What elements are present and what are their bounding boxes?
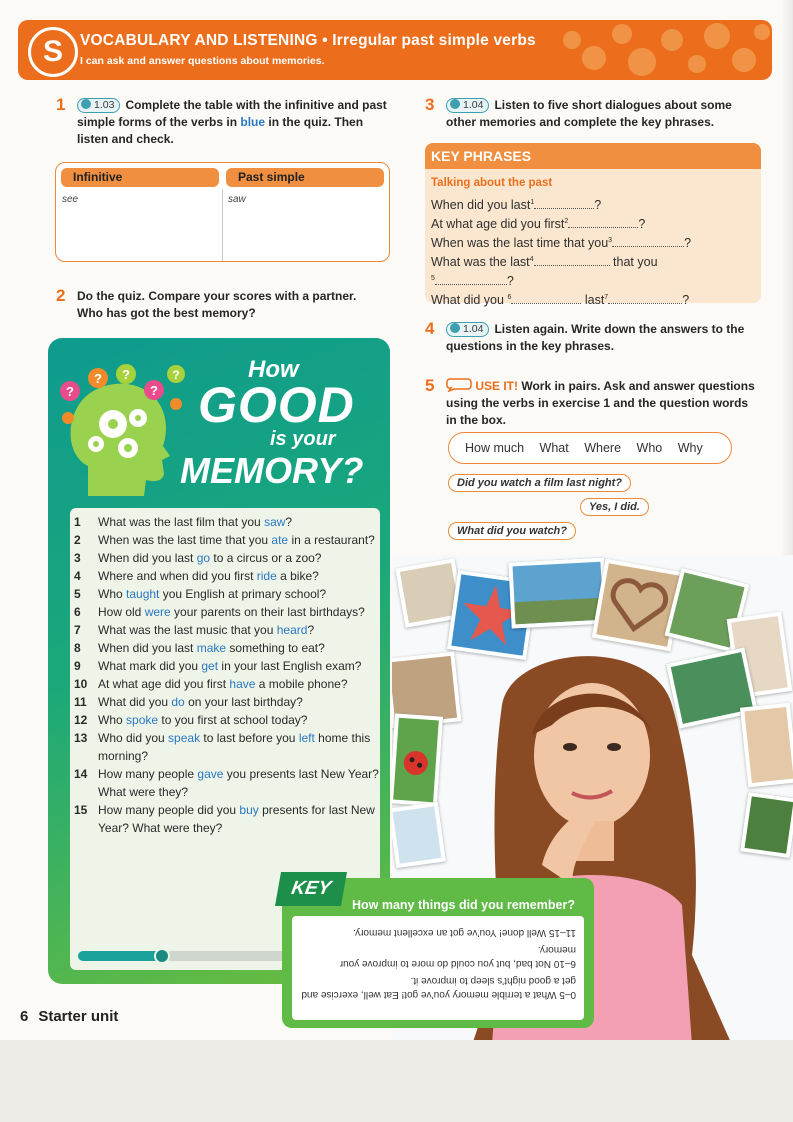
ex5-text: Work in pairs. Ask and answer questions using the verbs in exercise 1 and the question words in the box.	[446, 379, 755, 427]
quiz-question	[74, 657, 384, 675]
gap-2[interactable]	[568, 217, 638, 228]
ladybug-icon	[394, 742, 437, 785]
exercise-2-instructions: Do the quiz. Compare your scores with a partner. Who has got the best memory?	[77, 289, 357, 320]
highlighted-verb: buy	[239, 803, 259, 817]
phrase-line-3	[431, 233, 755, 252]
key-phrases-heading: KEY PHRASES	[425, 143, 761, 169]
exercise-2-number: 2	[56, 286, 66, 305]
quiz-question	[74, 585, 384, 603]
question-text	[98, 675, 384, 693]
example-past-simple[interactable]: saw	[228, 194, 246, 205]
phrase-2-text: At what age did you first	[431, 217, 565, 232]
use-it-label: USE IT!	[475, 379, 519, 393]
ex3-text: Listen to five short dialogues about some other memories and complete the key phrases.	[446, 98, 732, 129]
question-fragment: What was the last film that you	[98, 515, 265, 529]
track-number: 1.04	[463, 323, 484, 335]
question-fragment: What mark did you	[98, 659, 202, 673]
quiz-title-memory: MEMORY?	[180, 450, 364, 491]
quiz-question	[74, 621, 384, 639]
key-line-11-15: 11–15 Well done! You’ve got an excellent memory.	[353, 927, 576, 938]
question-text	[98, 531, 384, 549]
ex4-text: Listen again. Write down the answers to the questions in the key phrases.	[446, 322, 745, 353]
highlighted-verb: gave	[197, 767, 224, 781]
phrase-line-2	[431, 214, 755, 233]
quiz-question	[74, 567, 384, 585]
gap-7[interactable]	[608, 293, 682, 304]
highlighted-verb: spoke	[126, 713, 159, 727]
key-answers-upside-down	[292, 916, 584, 1020]
exercise-3-number: 3	[425, 95, 435, 114]
ex1-text-b: in the quiz. Then listen and check.	[77, 115, 364, 146]
question-fragment: in a restaurant?	[288, 533, 375, 547]
highlighted-verb: speak	[168, 731, 201, 745]
phrase-line-5	[431, 271, 755, 290]
cd-icon	[450, 99, 460, 109]
quiz-title-is-your: is your	[270, 428, 336, 450]
question-fragment: in your last English exam?	[218, 659, 362, 673]
gap-4-number: 4	[529, 255, 534, 263]
page-bottom-margin	[0, 1040, 793, 1122]
highlighted-verb: ride	[256, 569, 277, 583]
section-objective: I can ask and answer questions about memories.	[80, 55, 325, 67]
question-fragment: to you first at school today?	[158, 713, 308, 727]
speech-bubble-icon	[446, 378, 472, 392]
quiz-title-how: How	[248, 356, 299, 383]
question-fragment: What did you	[98, 695, 172, 709]
question-fragment: When did you last	[98, 641, 197, 655]
key-line-0-5: 0–5 What a terrible memory you’ve got! Eat well, exercise and get a good night’s sleep to improve it.	[301, 975, 576, 1000]
quiz-question	[74, 639, 384, 657]
question-fragment: When did you last	[98, 551, 197, 565]
question-number: 14	[74, 767, 88, 781]
question-text	[98, 729, 384, 765]
verb-table	[55, 162, 390, 262]
highlighted-verb: were	[144, 605, 171, 619]
word-where: Where	[584, 441, 622, 455]
question-fragment: a mobile phone?	[255, 677, 348, 691]
question-word-box	[448, 432, 732, 464]
gap-1[interactable]	[534, 198, 594, 209]
question-number: 8	[74, 641, 81, 655]
exercise-4-instructions	[446, 321, 758, 355]
exercise-3-instructions	[446, 97, 758, 131]
question-number: 11	[74, 695, 87, 709]
section-badge: S	[28, 27, 78, 77]
quiz-question	[74, 711, 384, 729]
svg-text:?: ?	[66, 384, 74, 399]
svg-text:?: ?	[172, 368, 180, 382]
quiz-question	[74, 729, 384, 765]
question-number: 9	[74, 659, 81, 673]
question-text	[98, 603, 384, 621]
highlighted-verb: saw	[264, 515, 286, 529]
example-infinitive[interactable]: see	[62, 194, 79, 205]
column-infinitive: Infinitive	[61, 168, 219, 187]
score-slider-knob[interactable]	[154, 948, 170, 964]
question-fragment: a bike?	[276, 569, 319, 583]
question-text	[98, 585, 384, 603]
question-fragment: Who	[98, 587, 127, 601]
word-what: What	[539, 441, 569, 455]
question-number: 10	[74, 677, 88, 691]
phrase-6-text: What did you	[431, 292, 504, 307]
quiz-question	[74, 765, 384, 801]
question-number: 2	[74, 533, 81, 547]
header-banner	[18, 20, 772, 80]
track-number: 1.04	[463, 99, 484, 111]
key-label: KEY	[275, 872, 347, 906]
phrase-3-text: When was the last time that you	[431, 236, 609, 251]
question-fragment: to a circus or a zoo?	[210, 551, 322, 565]
phrase-line-1	[431, 195, 755, 214]
table-divider	[222, 189, 223, 261]
title-main: VOCABULARY AND LISTENING	[80, 32, 318, 49]
question-fragment: Who	[98, 713, 127, 727]
question-text	[98, 657, 384, 675]
key-question: How many things did you remember?	[352, 898, 575, 912]
phrase-line-6	[431, 290, 755, 309]
quiz-title-good: GOOD	[198, 377, 355, 433]
quiz-question	[74, 531, 384, 549]
gap-6[interactable]	[511, 293, 581, 304]
question-text	[98, 711, 384, 729]
quiz-question	[74, 675, 384, 693]
column-past-simple: Past simple	[226, 168, 384, 187]
highlighted-verb: heard	[276, 623, 308, 637]
question-text	[98, 567, 384, 585]
gap-3[interactable]	[612, 236, 684, 247]
quiz-question-list	[74, 513, 384, 837]
gap-5-number: 5	[431, 274, 435, 282]
question-number: 6	[74, 605, 81, 619]
quiz-question	[74, 693, 384, 711]
cd-icon	[450, 323, 460, 333]
gap-5[interactable]	[435, 274, 507, 285]
page-number: 6	[20, 1008, 29, 1025]
question-fragment: Who did you	[98, 731, 169, 745]
photo-coastline	[508, 558, 607, 629]
question-fragment: Where and when did you first	[98, 569, 257, 583]
question-text	[98, 549, 384, 567]
question-fragment: to last before you	[200, 731, 299, 745]
key-phrases-subheading: Talking about the past	[431, 177, 553, 189]
question-number: 5	[74, 587, 81, 601]
speech-bubble-2: Yes, I did.	[580, 498, 649, 516]
question-text	[98, 513, 384, 531]
section-title	[80, 32, 536, 50]
word-who: Who	[636, 441, 663, 455]
highlighted-verb: ate	[271, 533, 289, 547]
coast-land	[514, 598, 603, 625]
question-fragment: you English at primary school?	[159, 587, 327, 601]
gap-7-number: 7	[604, 293, 609, 301]
key-answers-flipped	[300, 922, 576, 1001]
exercise-4-number: 4	[425, 319, 435, 338]
question-fragment: ?	[285, 515, 293, 529]
gap-2-number: 2	[564, 217, 569, 225]
track-number: 1.03	[94, 99, 115, 111]
page-footer	[20, 1008, 118, 1025]
speech-bubble-1: Did you watch a film last night?	[448, 474, 631, 492]
title-separator: •	[322, 32, 328, 49]
speech-bubble-3: What did you watch?	[448, 522, 576, 540]
question-mark: ?	[682, 292, 690, 307]
phrase-4-text-b: that you	[613, 255, 658, 270]
banner-dots-decoration	[512, 20, 772, 80]
gap-6-number: 6	[507, 293, 512, 301]
question-number: 1	[74, 515, 81, 529]
exercise-1-instructions	[77, 97, 397, 148]
highlighted-verb: left	[298, 731, 315, 745]
key-phrases-box	[425, 143, 761, 307]
score-slider-fill	[78, 951, 162, 961]
question-fragment: How many people did you	[98, 803, 240, 817]
question-fragment: home this morning?	[98, 731, 371, 763]
question-number: 4	[74, 569, 81, 583]
highlighted-verb: taught	[126, 587, 160, 601]
question-fragment: something to eat?	[226, 641, 325, 655]
exercise-5-instructions	[446, 378, 758, 429]
unit-name: Starter unit	[38, 1008, 119, 1025]
quiz-question	[74, 603, 384, 621]
gap-4[interactable]	[534, 255, 610, 266]
ex1-text-a: Complete the table with the infinitive and past simple forms of the verbs in	[77, 98, 387, 129]
exercise-1-number: 1	[56, 95, 66, 114]
question-fragment: on your last birthday?	[184, 695, 303, 709]
question-fragment: When was the last time that you	[98, 533, 272, 547]
highlighted-verb: go	[196, 551, 211, 565]
svg-text:?: ?	[122, 367, 130, 382]
question-fragment: presents for last New Year? What were they?	[98, 803, 375, 835]
gap-1-number: 1	[530, 199, 535, 206]
quiz-question	[74, 801, 384, 837]
head-gears-icon	[58, 356, 198, 506]
phrase-1-text: When did you last	[431, 198, 531, 213]
question-fragment: What was the last music that you	[98, 623, 277, 637]
question-fragment: ?	[307, 623, 315, 637]
question-number: 3	[74, 551, 81, 565]
question-fragment: At what age did you first	[98, 677, 230, 691]
cd-icon	[81, 99, 91, 109]
question-text	[98, 693, 384, 711]
audio-track-1-04[interactable]	[446, 98, 489, 113]
quiz-question	[74, 513, 384, 531]
key-phrases-lines	[431, 195, 755, 309]
key-line-6-10: 6–10 Not bad, but you could do more to improve your memory.	[339, 944, 576, 969]
question-number: 15	[74, 803, 88, 817]
highlighted-verb: get	[201, 659, 219, 673]
quiz-question	[74, 549, 384, 567]
question-mark: ?	[506, 273, 514, 288]
phrase-6-text-b: last	[584, 292, 605, 307]
highlighted-verb: do	[171, 695, 185, 709]
question-mark: ?	[684, 236, 692, 251]
question-number: 13	[74, 731, 88, 745]
question-mark: ?	[638, 217, 646, 232]
exercise-5-number: 5	[425, 376, 435, 395]
question-mark: ?	[594, 198, 602, 213]
phrase-line-4	[431, 252, 755, 271]
ex1-highlight-word: blue	[240, 115, 266, 129]
question-fragment: your parents on their last birthdays?	[170, 605, 365, 619]
audio-track-1-04[interactable]	[446, 322, 489, 337]
highlighted-verb: have	[229, 677, 256, 691]
svg-text:?: ?	[94, 371, 102, 386]
highlighted-verb: make	[196, 641, 227, 655]
question-number: 7	[74, 623, 81, 637]
gap-3-number: 3	[608, 236, 613, 244]
question-text	[98, 621, 384, 639]
svg-text:?: ?	[150, 383, 158, 398]
question-fragment: you presents last New Year? What were they?	[98, 767, 379, 799]
word-why: Why	[677, 441, 703, 455]
question-text	[98, 639, 384, 657]
phrase-4-text: What was the last	[431, 255, 530, 270]
question-text	[98, 765, 384, 801]
audio-track-1-03[interactable]	[77, 98, 120, 113]
question-text	[98, 801, 384, 837]
question-number: 12	[74, 713, 88, 727]
score-slider[interactable]	[78, 951, 288, 961]
word-how-much: How much	[465, 441, 525, 455]
question-fragment: How old	[98, 605, 145, 619]
title-subtitle: Irregular past simple verbs	[332, 32, 536, 49]
question-fragment: How many people	[98, 767, 198, 781]
